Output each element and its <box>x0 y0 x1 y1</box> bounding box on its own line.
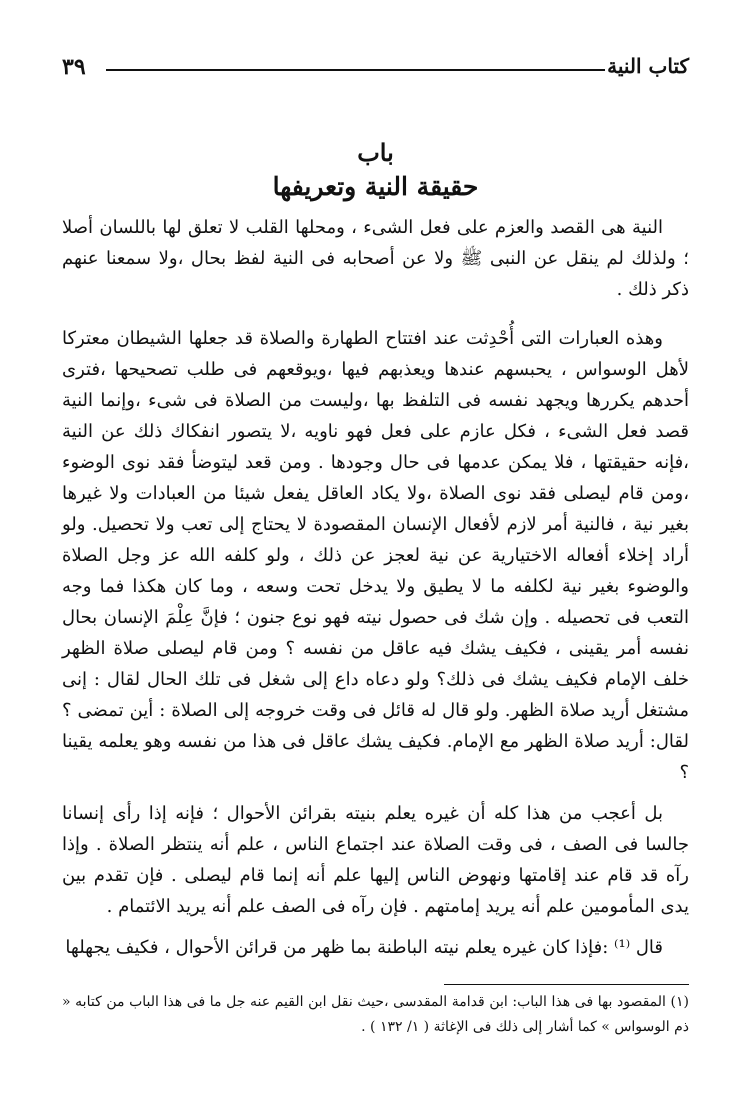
chapter-title: حقيقة النية وتعريفها <box>272 172 479 201</box>
footnote: (١) المقصود بها فى هذا الباب: ابن قدامة المقدسى ،حيث نقل ابن القيم عنه جل ما فى هذا الباب من كتابه « ذم الوسواس » كما أشار إلى ذلك فى الإغاثة ( ١/ ١٣٢ ) . <box>62 994 689 1035</box>
running-header <box>62 52 689 88</box>
footnote-rule <box>444 984 689 985</box>
book-title: كتاب النية <box>607 54 689 78</box>
page-number: ٣٩ <box>62 54 86 80</box>
main-text <box>62 212 689 963</box>
paragraph: وهذه العبارات التى أُحْدِثت عند افتتاح الطهارة والصلاة قد جعلها الشيطان معتركا لأهل الوسواس ، يحبسهم عندها ويعذبهم فيها ،ويوقعهم فى طلب تصحيحها ،فترى أحدهم يكررها ويجهد نفسه فى التلفظ بها ،وليست من الصلاة فى شىء ،وإنما النية قصد فعل الشىء ، فكل عازم على فعل فهو ناويه ،لا يتصور انفكاك ذلك عن النية ،فإنه حقيقتها ، فلا يمكن عدمها فى حال وجودها . ومن قعد ليتوضأ فقد نوى الوضوء ،ومن قام ليصلى فقد نوى الصلاة ،ولا يكاد العاقل يفعل شيئا من العبادات ولا غيرها بغير نية ، فالنية أمر لازم لأفعال الإنسان المقصودة لا يحتاج إلى تعب ولا تحصيل. ولو أراد إخلاء أفعاله الاختيارية عن نية لعجز عن ذلك ، ولو كلفه الله عز وجل الصلاة والوضوء بغير نية لكلفه ما لا يطيق ولا يدخل تحت وسعه ، وما كان هكذا فما وجه التعب فى تحصيله . وإن شك فى حصول نيته فهو نوع جنون ؛ فإنَّ عِلْمَ الإنسان بحال نفسه أمر يقينى ، فكيف يشك فيه عاقل من نفسه ؟ ومن قام ليصلى صلاة الظهر خلف الإمام فكيف يشك فى ذلك؟ ولو دعاه داع إلى شغل فى تلك الحال لقال : إنى مشتغل أريد صلاة الظهر. ولو قال له قائل فى وقت خروجه إلى الصلاة : أين تمضى ؟ لقال: أريد صلاة الظهر مع الإمام. فكيف يشك عاقل فى هذا من نفسه وهو يعلمه يقينا ؟ <box>62 328 689 783</box>
paragraph: النية هى القصد والعزم على فعل الشىء ، ومحلها القلب لا تعلق لها باللسان أصلا ؛ ولذلك لم ينقل عن النبى ﷺ ولا عن أصحابه فى النية لفظ بحال ،ولا سمعنا عنهم ذكر ذلك . <box>62 217 689 300</box>
footnotes <box>62 990 689 1040</box>
paragraph: قال ⁽¹⁾ :فإذا كان غيره يعلم نيته الباطنة بما ظهر من قرائن الأحوال ، فكيف يجهلها <box>65 937 663 958</box>
paragraph: بل أعجب من هذا كله أن غيره يعلم بنيته بقرائن الأحوال ؛ فإنه إذا رأى إنسانا جالسا فى الصف ، فى وقت الصلاة عند اجتماع الناس ، علم أنه ينتظر الصلاة . وإذا رآه قد قام عند إقامتها ونهوض الناس إليها علم أنه إنما قام ليصلى . فإن تقدم بين يدى المأمومين علم أنه يريد إمامتهم . فإن رآه فى الصف علم أنه يريد الائتمام . <box>62 803 689 917</box>
header-rule <box>106 69 605 71</box>
chapter-label: باب <box>357 138 394 167</box>
